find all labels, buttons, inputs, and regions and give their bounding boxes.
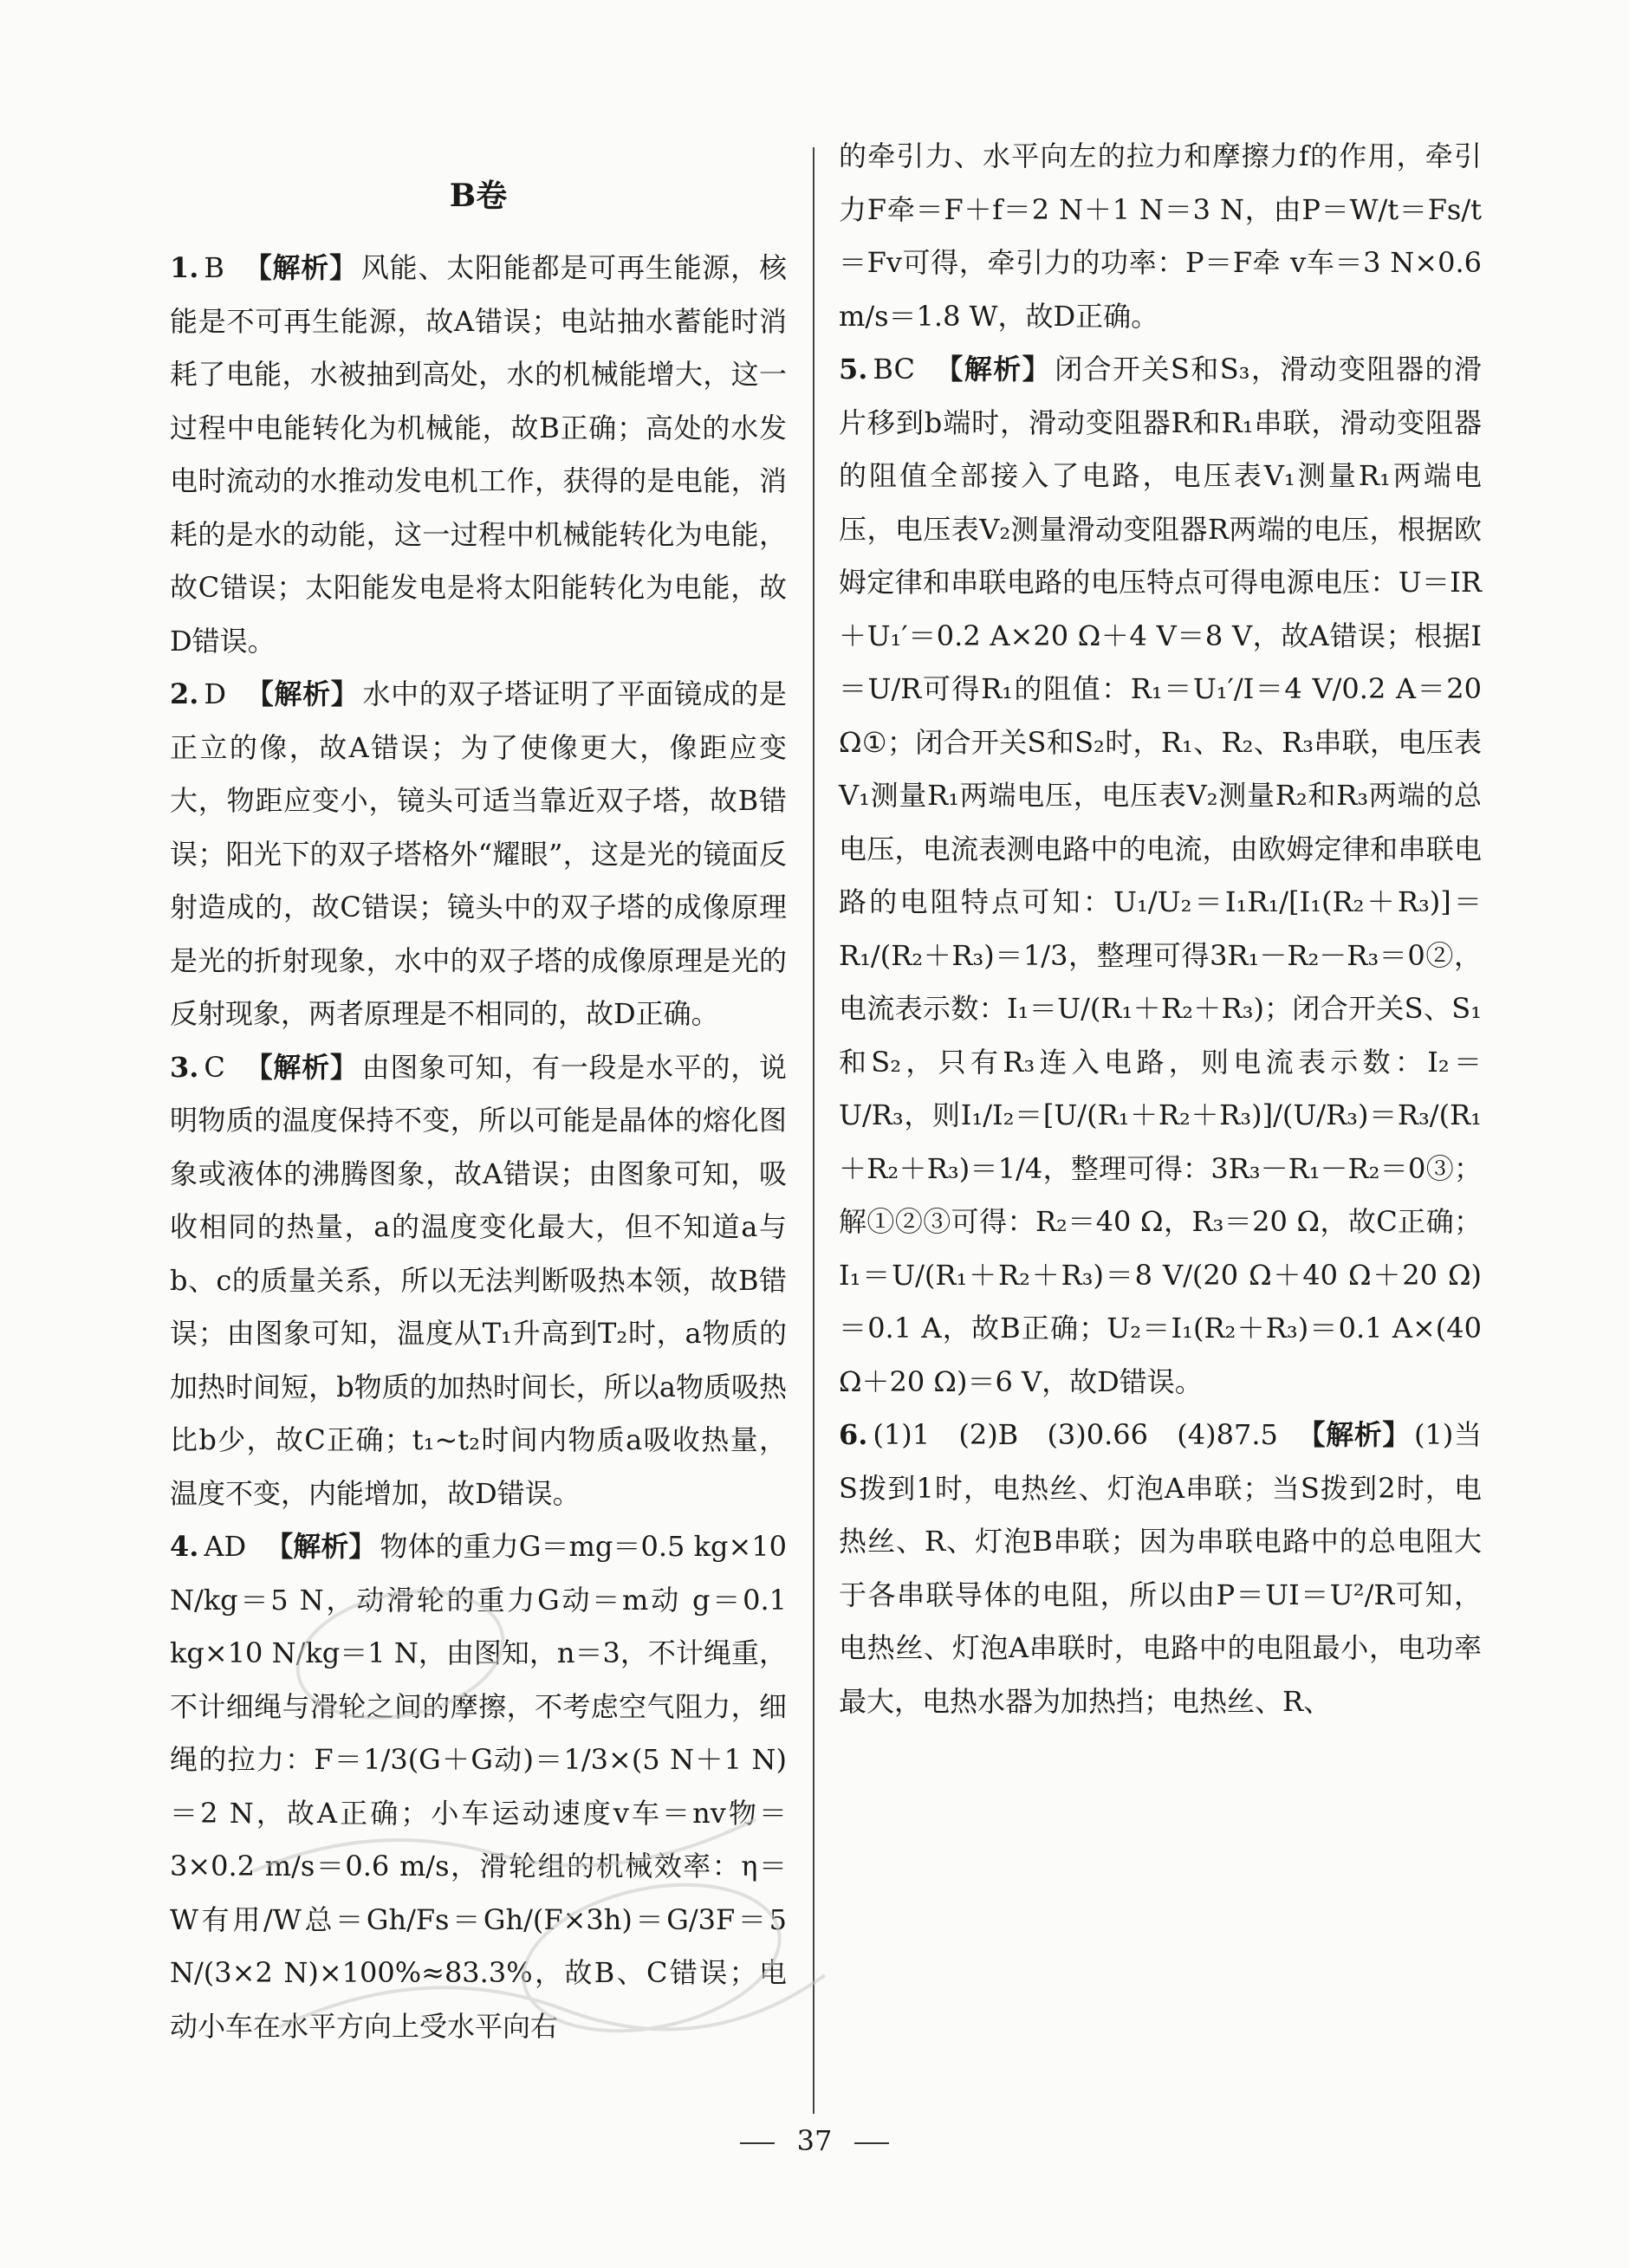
column-divider [813,147,814,2114]
answer-key: AD [204,1530,247,1563]
answer-item-3 [170,1041,787,1521]
analysis-text: 物体的重力G＝mg＝0.5 kg×10 N/kg＝5 N，动滑轮的重力G动＝m动 g＝0.1 kg×10 N/kg＝1 N，由图知，n＝3，不计绳重，不计细绳与滑轮之间的摩擦，不考虑空气阻力，细绳的拉力：F＝1/3(G＋G动)＝1/3×(5 N＋1 N)＝2 N，故A正确；小车运动速度v车＝nv物＝3×0.2 m/s＝0.6 m/s，滑轮组的机械效率：η＝W有用/W总＝Gh/Fs＝Gh/(F×3h)＝G/3F＝5 N/(3×2 N)×100%≈83.3%，故B、C错误；电动小车在水平方向上受水平向右 [170,1530,787,2043]
answer-key: BC [873,353,915,386]
footer-dash-right [854,2142,889,2144]
section-title: B卷 [449,178,508,214]
answer-item-4 [170,1520,787,2053]
analysis-tag: 【解析】 [934,353,1052,386]
analysis-text: 由图象可知，有一段是水平的，说明物质的温度保持不变，所以可能是晶体的熔化图象或液体的沸腾图象，故A错误；由图象可知，吸收相同的热量，a的温度变化最大，但不知道a与b、c的质量关系，所以无法判断吸热本领，故B错误；由图象可知，温度从T₁升高到T₂时，a物质的加热时间短，b物质的加热时间长，所以a物质吸热比b少，故C正确；t₁~t₂时间内物质a吸收热量，温度不变，内能增加，故D错误。 [170,1050,787,1510]
page-footer [0,2124,1629,2157]
left-column [170,130,787,2053]
answer-item-4-continued [839,130,1482,343]
right-column [839,130,1482,1728]
analysis-tag: 【解析】 [243,251,358,284]
analysis-tag: 【解析】 [1296,1418,1412,1451]
answer-item-6 [839,1409,1482,1728]
analysis-tag: 【解析】 [245,677,360,710]
analysis-text: 的牵引力、水平向左的拉力和摩擦力f的作用，牵引力F牵＝F＋f＝2 N＋1 N＝3 N，由P＝W/t＝Fs/t＝Fv可得，牵引力的功率：P＝F牵 v车＝3 N×0.6 m/s＝1.8 W，故D正确。 [839,139,1482,333]
question-number: 2. [170,677,199,710]
question-number: 4. [170,1530,199,1563]
page-number: 37 [796,2124,833,2157]
question-number: 5. [839,353,868,386]
analysis-tag: 【解析】 [265,1530,377,1563]
footer-dash-left [740,2142,775,2144]
answer-item-2 [170,668,787,1041]
analysis-text: 闭合开关S和S₃，滑动变阻器的滑片移到b端时，滑动变阻器R和R₁串联，滑动变阻器的阻值全部接入了电路，电压表V₁测量R₁两端电压，电压表V₂测量滑动变阻器R两端的电压，根据欧姆定律和串联电路的电压特点可得电源电压：U＝IR＋U₁′＝0.2 A×20 Ω＋4 V＝8 V，故A错误；根据I＝U/R可得R₁的阻值：R₁＝U₁′/I＝4 V/0.2 A＝20 Ω①；闭合开关S和S₂时，R₁、R₂、R₃串联，电压表V₁测量R₁两端电压，电压表V₂测量R₂和R₃两端的总电压，电流表测电路中的电流，由欧姆定律和串联电路的电阻特点可知：U₁/U₂＝I₁R₁/[I₁(R₂＋R₃)]＝R₁/(R₂＋R₃)＝1/3，整理可得3R₁－R₂－R₃＝0②，电流表示数：I₁＝U/(R₁＋R₂＋R₃)；闭合开关S、S₁和S₂，只有R₃连入电路，则电流表示数：I₂＝U/R₃，则I₁/I₂＝[U/(R₁＋R₂＋R₃)]/(U/R₃)＝R₃/(R₁＋R₂＋R₃)＝1/4，整理可得：3R₃－R₁－R₂＝0③；解①②③可得：R₂＝40 Ω，R₃＝20 Ω，故C正确；I₁＝U/(R₁＋R₂＋R₃)＝8 V/(20 Ω＋40 Ω＋20 Ω)＝0.1 A，故B正确；U₂＝I₁(R₂＋R₃)＝0.1 A×(40 Ω＋20 Ω)＝6 V，故D错误。 [839,353,1482,1398]
question-number: 3. [170,1050,199,1084]
analysis-text: 水中的双子塔证明了平面镜成的是正立的像，故A错误；为了使像更大，像距应变大，物距应变小，镜头可适当靠近双子塔，故B错误；阳光下的双子塔格外“耀眼”，这是光的镜面反射造成的，故C错误；镜头中的双子塔的成像原理是光的折射现象，水中的双子塔的成像原理是光的反射现象，两者原理是不相同的，故D正确。 [170,677,787,1030]
question-number: 6. [839,1418,868,1451]
answer-key: D [204,677,227,710]
answer-item-5 [839,343,1482,1409]
question-number: 1. [170,251,199,284]
answer-key: B [204,251,224,284]
analysis-text: (1)当S拨到1时，电热丝、灯泡A串联；当S拨到2时，电热丝、R、灯泡B串联；因为串联电路中的总电阻大于各串联导体的电阻，所以由P＝UI＝U²/R可知，电热丝、灯泡A串联时，电路中的电阻最小，电功率最大，电热水器为加热挡；电热丝、R、 [839,1418,1482,1718]
analysis-text: 风能、太阳能都是可再生能源，核能是不可再生能源，故A错误；电站抽水蓄能时消耗了电能，水被抽到高处，水的机械能增大，这一过程中电能转化为机械能，故B正确；高处的水发电时流动的水推动发电机工作，获得的是电能，消耗的是水的动能，这一过程中机械能转化为电能，故C错误；太阳能发电是将太阳能转化为电能，故D错误。 [170,251,787,658]
answer-item-1 [170,242,787,668]
analysis-tag: 【解析】 [243,1050,359,1084]
answer-key: (1)1 (2)B (3)0.66 (4)87.5 [873,1418,1278,1451]
answer-key: C [204,1050,225,1084]
